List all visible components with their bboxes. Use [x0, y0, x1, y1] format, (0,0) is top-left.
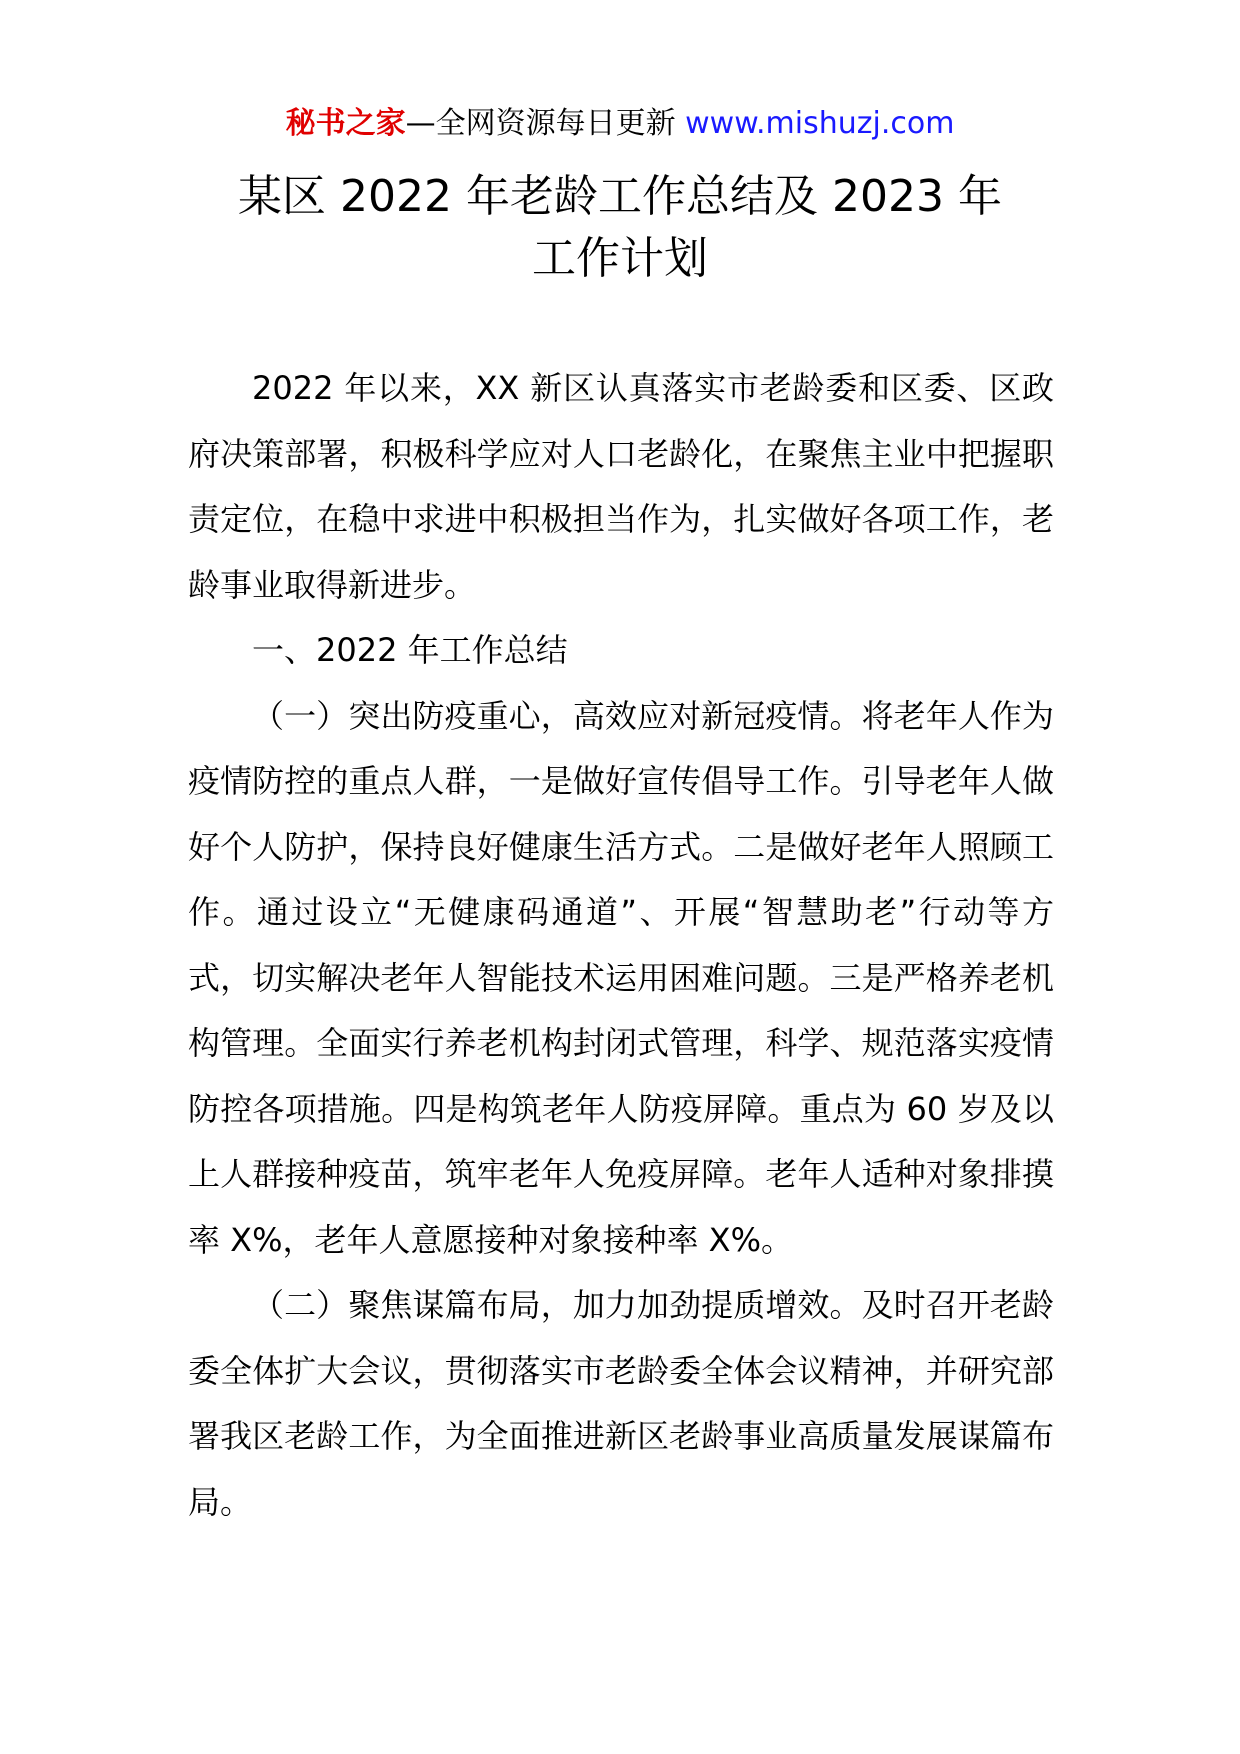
paragraph-intro: 2022 年以来，XX 新区认真落实市老龄委和区委、区政府决策部署，积极科学应对人口老龄化，在聚焦主业中把握职责定位，在稳中求进中积极担当作为，扎实做好各项工作，老龄事业取得新进步。 [188, 369, 1054, 604]
site-banner [0, 100, 1240, 148]
paragraph-section-1-2: （二）聚焦谋篇布局，加力加劲提质增效。及时召开老龄委全体扩大会议，贯彻落实市老龄委全体会议精神，并研究部署我区老龄工作，为全面推进新区老龄事业高质量发展谋篇布局。 [188, 1286, 1054, 1521]
paragraph-section-1-1: （一）突出防疫重心，高效应对新冠疫情。将老年人作为疫情防控的重点人群，一是做好宣传倡导工作。引导老年人做好个人防护，保持良好健康生活方式。二是做好老年人照顾工作。通过设立“无健康码通道”、开展“智慧助老”行动等方式，切实解决老年人智能技术运用困难问题。三是严格养老机构管理。全面实行养老机构封闭式管理，科学、规范落实疫情防控各项措施。四是构筑老年人防疫屏障。重点为 60 岁及以上人群接种疫苗，筑牢老年人免疫屏障。老年人适种对象排摸率 X%，老年人意愿接种对象接种率 X%。 [188, 696, 1054, 1259]
banner-slogan: —全网资源每日更新 [405, 106, 686, 141]
title-line-2: 工作计划 [532, 233, 708, 284]
site-url-link[interactable]: www.mishuzj.com [685, 106, 955, 141]
section-heading-1: 一、2022 年工作总结 [252, 631, 568, 669]
title-line-1: 某区 2022 年老龄工作总结及 2023 年 [238, 171, 1002, 222]
brand-name: 秘书之家 [285, 106, 406, 141]
document-body [188, 356, 1054, 1535]
document-title [0, 166, 1240, 290]
